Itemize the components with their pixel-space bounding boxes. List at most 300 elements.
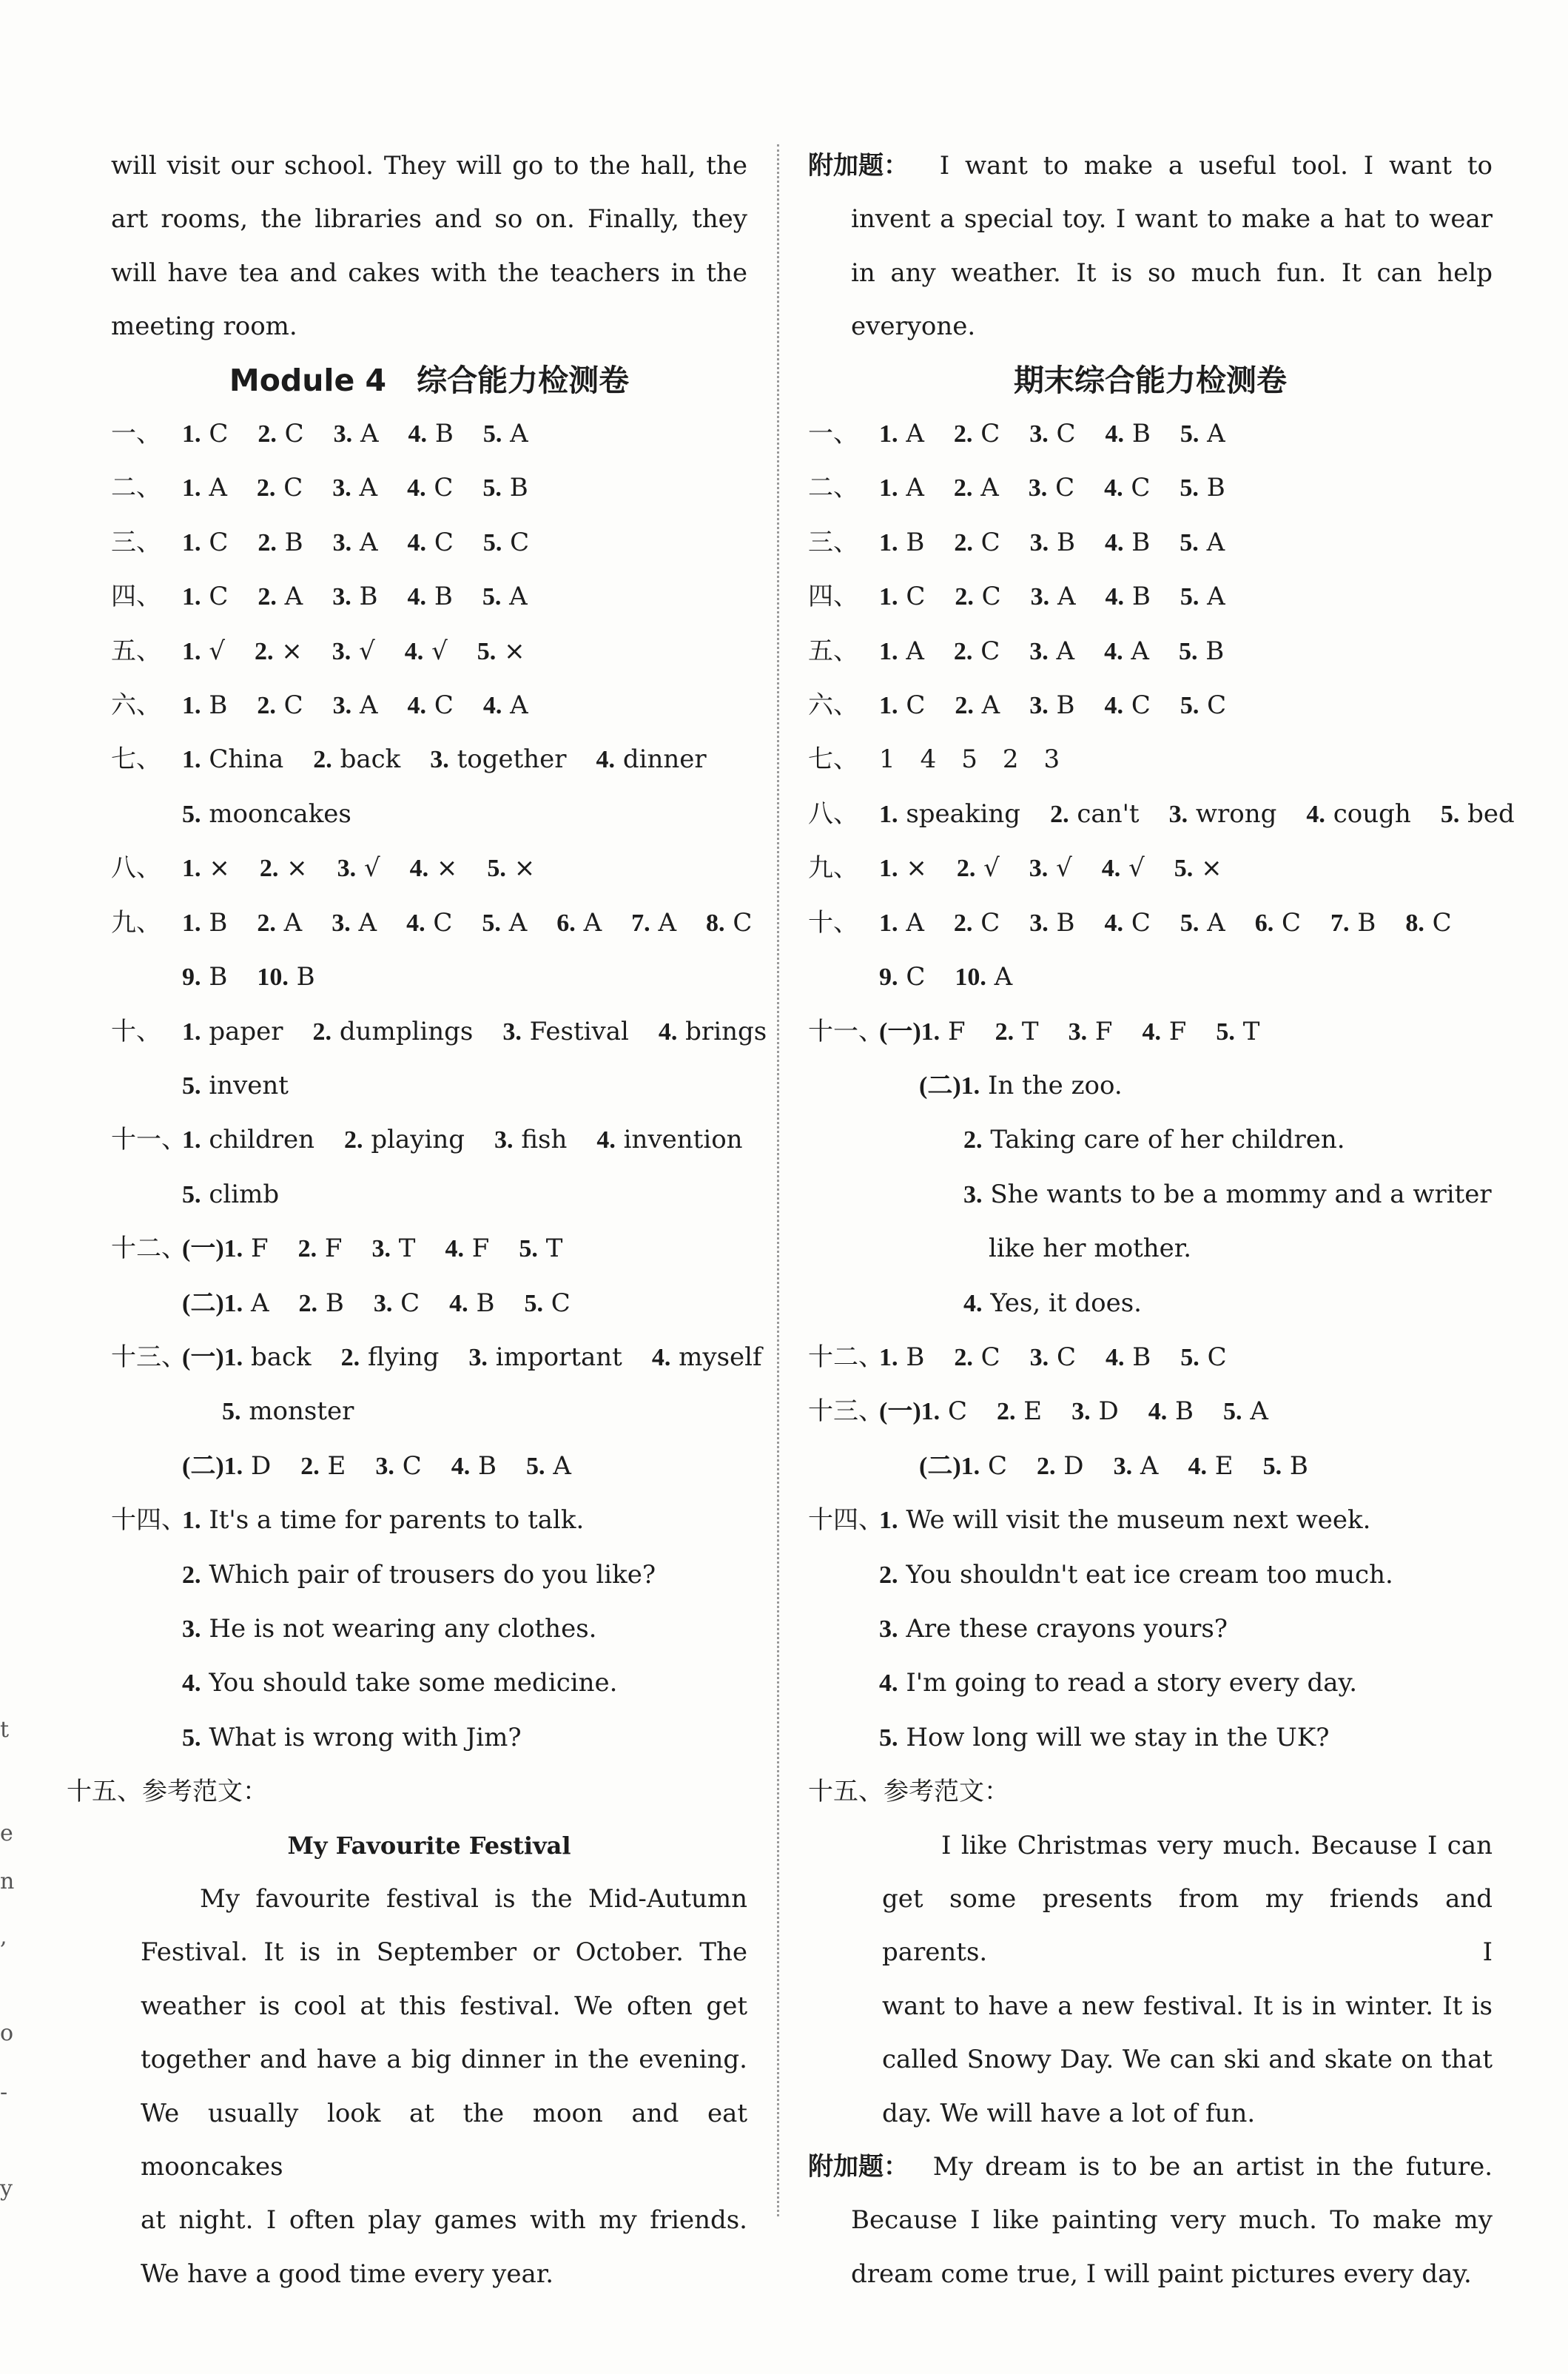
essay-line: want to have a new festival. It is in winter. It is	[882, 1991, 1493, 2021]
answer-row	[808, 1277, 1493, 1331]
answer-item	[1031, 570, 1076, 624]
answer-value: B	[1132, 1342, 1151, 1372]
answer-row	[808, 1331, 1493, 1385]
answer-value: A	[1057, 582, 1076, 612]
answer-item	[182, 1222, 269, 1276]
intro-line: art rooms, the libraries and so on. Finally, they	[111, 204, 747, 235]
item-number: 3.	[468, 1343, 488, 1371]
answer-value: B	[325, 1288, 344, 1318]
essay-body	[808, 1819, 1493, 2140]
answer-item	[502, 1005, 629, 1059]
answer-item	[1169, 787, 1277, 841]
answer-value: A	[284, 582, 303, 612]
answer-item	[451, 1439, 497, 1493]
item-number: 3.	[879, 1615, 898, 1643]
answer-value: B	[478, 1450, 497, 1481]
item-number: 2.	[955, 583, 974, 611]
item-number: 1.	[182, 855, 201, 883]
item-number: 1.	[879, 692, 898, 720]
item-number: 8.	[1405, 909, 1424, 937]
answer-row	[808, 841, 1493, 895]
item-number: 2.	[298, 1289, 318, 1317]
essay-line: called Snowy Day. We can ski and skate on that	[882, 2045, 1493, 2075]
answer-item	[258, 516, 303, 570]
answer-item	[1029, 407, 1075, 461]
intro-line: will have tea and cakes with the teachers in the	[111, 258, 747, 288]
answer-item	[957, 841, 1000, 895]
item-number: 3.	[182, 1615, 201, 1643]
answer-value: C	[906, 582, 926, 612]
answer-item	[519, 1222, 562, 1276]
margin-mark: ,	[0, 1924, 7, 1950]
answer-value: myself	[679, 1342, 762, 1372]
answer-item	[371, 1222, 415, 1276]
answer-item	[631, 896, 676, 950]
item-number: (一)1.	[182, 1235, 243, 1263]
answer-item	[955, 679, 1000, 733]
answer-row	[111, 1277, 747, 1331]
answer-item	[1037, 1439, 1084, 1493]
question-number: 十一、	[808, 1016, 884, 1046]
answer-value: D	[1063, 1450, 1084, 1481]
item-number: 4.	[1104, 528, 1124, 556]
answer-value: How long will we stay in the UK?	[906, 1722, 1330, 1752]
answer-row	[808, 1113, 1493, 1167]
item-number: 4.	[1105, 420, 1125, 448]
item-number: 5.	[526, 1452, 545, 1480]
answer-item	[182, 1602, 596, 1656]
answer-rows	[808, 407, 1515, 1765]
answer-item	[954, 625, 1000, 679]
essay-body	[111, 1872, 747, 2301]
answer-value: China	[209, 744, 284, 775]
answer-item	[182, 896, 227, 950]
item-number: 2.	[879, 1561, 898, 1589]
answer-item	[652, 1331, 762, 1385]
answer-value: A	[658, 907, 677, 938]
answer-item	[954, 516, 1000, 570]
answer-item	[879, 1711, 1329, 1765]
answer-item	[1180, 570, 1225, 624]
answer-item	[1029, 461, 1074, 515]
item-number: 3.	[337, 855, 357, 883]
answer-item	[333, 679, 378, 733]
answer-row	[111, 570, 747, 624]
answer-item	[333, 516, 378, 570]
answer-value: A	[509, 582, 528, 612]
item-number: 1.	[182, 528, 201, 556]
answer-value: C	[400, 1288, 420, 1318]
item-number: 4.	[651, 1343, 671, 1371]
answer-value: C	[733, 907, 753, 938]
question-number: 三、	[808, 527, 858, 557]
answer-value: A	[906, 419, 924, 449]
answer-row	[808, 1168, 1493, 1222]
answer-value: A	[360, 419, 379, 449]
answer-row	[808, 1548, 1493, 1602]
answer-value: A	[981, 690, 1000, 721]
margin-mark: o	[0, 2020, 14, 2046]
item-number: 2.	[956, 855, 976, 883]
answer-value: ×	[209, 853, 230, 884]
answer-value: dumplings	[339, 1016, 474, 1046]
answer-value: F	[1168, 1016, 1187, 1046]
answer-item	[182, 733, 283, 787]
question-number: 二、	[808, 473, 858, 503]
item-number: 3.	[332, 692, 352, 720]
answer-row	[808, 787, 1515, 841]
item-number: 1.	[879, 855, 898, 883]
question-number: 十、	[808, 907, 858, 938]
answer-value: C	[209, 582, 229, 612]
answer-value: A	[906, 907, 924, 938]
answer-value: You shouldn't eat ice cream too much.	[906, 1559, 1393, 1590]
question-number: 七、	[808, 744, 858, 775]
answer-value: speaking	[906, 798, 1021, 829]
answer-item	[332, 570, 377, 624]
item-number: 10.	[955, 964, 986, 992]
bonus-line: everyone.	[851, 312, 976, 342]
essay-line: at night. I often play games with my friends.	[141, 2205, 747, 2236]
answer-item	[408, 407, 454, 461]
bonus2-label: 附加题：	[808, 2152, 909, 2182]
question-number: 九、	[111, 907, 161, 938]
answer-item	[963, 1168, 1492, 1222]
answer-item	[487, 841, 535, 895]
item-number: 2.	[258, 420, 277, 448]
answer-value: C	[1131, 473, 1151, 503]
answer-value: A	[994, 962, 1013, 992]
item-number: 4.	[1104, 909, 1124, 937]
answer-item	[182, 1113, 314, 1167]
bonus-label: 附加题：	[808, 151, 909, 181]
answer-item	[1071, 1385, 1119, 1439]
item-number: 5.	[1223, 1398, 1242, 1426]
question-number: 十二、	[808, 1342, 884, 1372]
answer-value: C	[980, 527, 1000, 557]
answer-value: C	[980, 907, 1000, 938]
item-number: 3.	[1168, 800, 1188, 828]
answer-value: √	[431, 636, 448, 666]
answer-item	[596, 733, 707, 787]
item-number: 2.	[259, 855, 279, 883]
answer-value: C	[434, 527, 454, 557]
answer-value: What is wrong with Jim?	[209, 1722, 522, 1752]
item-number: 5.	[1180, 583, 1199, 611]
answer-item	[182, 1331, 312, 1385]
item-number: (一)1.	[879, 1018, 941, 1046]
item-number: 1.	[182, 1018, 201, 1046]
item-number: 5.	[519, 1235, 538, 1263]
answer-item	[313, 1005, 474, 1059]
answer-value: Festival	[529, 1016, 629, 1046]
item-number: 2.	[953, 909, 973, 937]
item-number: 4.	[404, 637, 424, 665]
intro-line: will visit our school. They will go to the hall, the	[111, 151, 747, 181]
answer-row	[111, 1602, 747, 1656]
answer-item	[879, 1602, 1228, 1656]
item-number: 3.	[333, 420, 353, 448]
question-number: 一、	[808, 419, 858, 449]
answer-item	[405, 625, 448, 679]
answer-value: B	[434, 419, 454, 449]
answer-item	[1216, 1005, 1259, 1059]
answer-item	[1106, 570, 1151, 624]
question-number: 八、	[808, 798, 858, 829]
item-number: 5.	[1174, 855, 1194, 883]
item-number: 1.	[182, 583, 201, 611]
item-number: 2.	[953, 474, 973, 502]
answer-value: A	[1056, 636, 1075, 666]
item-number: 3.	[1028, 474, 1048, 502]
question-number: 五、	[808, 636, 858, 666]
answer-value: D	[1098, 1396, 1119, 1427]
answer-value: Are these crayons yours?	[906, 1613, 1228, 1644]
item-number: 2.	[963, 1126, 983, 1154]
item-number: 5.	[1180, 909, 1199, 937]
item-number: 2.	[340, 1343, 360, 1371]
essay-line: We have a good time every year.	[141, 2259, 554, 2289]
answer-value: C	[1207, 690, 1227, 721]
essay-title: My Favourite Festival	[287, 1831, 571, 1860]
answer-row	[111, 896, 753, 950]
answer-value: monster	[249, 1396, 354, 1427]
essay-line: get some presents from my friends and parents. I	[882, 1884, 1493, 1968]
answer-item	[482, 570, 528, 624]
bonus2-text: My dream is to be an artist in the future.	[932, 2152, 1493, 2182]
answer-item	[659, 1005, 767, 1059]
answer-value: B	[359, 582, 378, 612]
answer-value: A	[1207, 582, 1225, 612]
item-number: 2.	[254, 637, 274, 665]
question-number: 三、	[111, 527, 161, 557]
answer-row	[111, 1493, 747, 1547]
answer-item	[182, 1277, 269, 1331]
answer-item	[477, 625, 525, 679]
answer-value: A	[1206, 527, 1225, 557]
answer-row	[111, 787, 747, 841]
item-number: 2.	[258, 583, 277, 611]
question-number: 一、	[111, 419, 161, 449]
item-number: 3.	[332, 909, 351, 937]
item-number: 4.	[596, 1126, 616, 1154]
answer-value: A	[553, 1450, 571, 1481]
intro-line: meeting room.	[111, 312, 297, 342]
item-number: 1.	[182, 1507, 201, 1535]
item-number: 1.	[182, 746, 201, 774]
item-number: 2.	[995, 1018, 1015, 1046]
item-number: 5.	[477, 637, 497, 665]
answer-row	[111, 625, 747, 679]
answer-row	[808, 407, 1493, 461]
answer-item	[1255, 896, 1301, 950]
item-number: 5.	[482, 583, 502, 611]
answer-value: climb	[209, 1179, 280, 1209]
answer-item	[182, 461, 227, 515]
answer-item	[182, 570, 228, 624]
answer-value: ×	[504, 636, 525, 666]
answer-value: It's a time for parents to talk.	[209, 1505, 585, 1536]
answer-item	[1180, 516, 1225, 570]
margin-mark: e	[0, 1820, 13, 1846]
item-number: 6.	[556, 909, 576, 937]
item-number: 3.	[1029, 1343, 1049, 1371]
answer-item	[1105, 516, 1150, 570]
answer-value: She wants to be a mommy and a writer	[990, 1179, 1492, 1209]
answer-value: C	[209, 527, 229, 557]
answer-item	[997, 1385, 1042, 1439]
answer-item	[1029, 679, 1074, 733]
question-number: 五、	[111, 636, 161, 666]
answer-value: A	[209, 473, 227, 503]
answer-item	[483, 407, 528, 461]
item-number: (二)1.	[182, 1452, 243, 1480]
margin-mark: -	[0, 2079, 8, 2105]
answer-item	[182, 679, 227, 733]
item-number: 3.	[1029, 692, 1049, 720]
answer-item	[879, 461, 924, 515]
answer-item	[406, 896, 452, 950]
item-number: 3.	[1029, 637, 1049, 665]
answer-item	[879, 625, 924, 679]
answer-value: bed	[1467, 798, 1515, 829]
answer-item	[963, 1113, 1345, 1167]
question-number: 十四、	[111, 1505, 186, 1536]
item-number: 10.	[257, 964, 289, 992]
answer-item	[1405, 896, 1451, 950]
question-number: 十、	[111, 1016, 161, 1046]
answer-item	[955, 950, 1012, 1004]
answer-item	[483, 516, 529, 570]
answer-row	[111, 1385, 747, 1439]
answer-item	[1148, 1385, 1194, 1439]
answer-value: D	[250, 1450, 272, 1481]
answer-value: invent	[209, 1070, 289, 1100]
item-number: 3.	[371, 1235, 391, 1263]
essay-label: 十五、参考范文：	[808, 1777, 1009, 1807]
answer-value: T	[1021, 1016, 1039, 1046]
question-number: 四、	[111, 582, 161, 612]
answer-item	[1188, 1439, 1233, 1493]
answer-row	[111, 1548, 747, 1602]
item-number: 2.	[344, 1126, 363, 1154]
answer-value: wrong	[1195, 798, 1277, 829]
answer-value: C	[906, 962, 926, 992]
answer-row	[111, 950, 747, 1004]
answer-item	[879, 896, 924, 950]
answer-value: can't	[1077, 798, 1140, 829]
item-number: 4.	[445, 1235, 464, 1263]
item-number: 3.	[332, 528, 352, 556]
column-divider	[777, 144, 779, 2216]
answer-item	[1102, 841, 1145, 895]
answer-item	[524, 1277, 570, 1331]
answer-value: T	[1242, 1016, 1260, 1046]
answer-value: brings	[685, 1016, 767, 1046]
item-number: 2.	[996, 1398, 1016, 1426]
answer-value: ×	[436, 853, 458, 884]
answer-item	[1142, 1005, 1186, 1059]
item-number: 5.	[1178, 637, 1198, 665]
answer-value: back	[250, 1342, 312, 1372]
answer-value: A	[1250, 1396, 1268, 1427]
answer-value: A	[283, 907, 303, 938]
margin-mark: y	[0, 2176, 13, 2202]
essay-line: We usually look at the moon and eat mooncakes	[141, 2098, 747, 2182]
answer-value: invention	[623, 1125, 743, 1155]
answer-item	[1441, 787, 1515, 841]
answer-item	[1180, 1331, 1226, 1385]
answer-item	[494, 1113, 567, 1167]
answer-value: In the zoo.	[987, 1070, 1123, 1100]
answer-item	[995, 1005, 1039, 1059]
answer-value: B	[434, 582, 453, 612]
answer-item	[963, 1222, 1191, 1276]
item-number: 7.	[631, 909, 650, 937]
answer-value: A	[510, 419, 528, 449]
answer-row	[111, 1005, 767, 1059]
answer-item	[298, 1222, 343, 1276]
answer-item	[1104, 625, 1149, 679]
answer-value: A	[250, 1288, 269, 1318]
item-number: 1.	[182, 474, 201, 502]
answer-item	[1105, 896, 1151, 950]
item-number: 1.	[879, 474, 898, 502]
item-number: 1.	[182, 637, 201, 665]
answer-value: E	[1023, 1396, 1043, 1427]
answer-item	[1179, 625, 1224, 679]
answer-row	[808, 896, 1493, 950]
answer-value: E	[327, 1450, 346, 1481]
essay-label: 十五、参考范文：	[67, 1777, 268, 1807]
answer-item	[1105, 679, 1151, 733]
answer-item	[954, 1331, 1000, 1385]
answer-value: A	[1207, 907, 1225, 938]
answer-item	[1029, 896, 1074, 950]
answer-item	[596, 1113, 742, 1167]
answer-item	[182, 1656, 617, 1710]
item-number: 4.	[1142, 1018, 1161, 1046]
item-number: 3.	[332, 637, 351, 665]
item-number: 1.	[182, 909, 201, 937]
item-number: 5.	[482, 420, 502, 448]
answer-value: F	[1094, 1016, 1113, 1046]
answer-value: C	[1131, 690, 1151, 721]
answer-value: B	[284, 527, 303, 557]
item-number: 1.	[879, 1507, 898, 1535]
answer-item	[879, 570, 925, 624]
answer-item	[182, 516, 228, 570]
answer-item	[879, 679, 925, 733]
answer-item	[955, 570, 1000, 624]
item-number: 3.	[963, 1180, 983, 1208]
answer-value: B	[1131, 582, 1151, 612]
answer-row	[808, 1439, 1493, 1493]
item-number: (二)1.	[182, 1289, 243, 1317]
answer-item	[407, 461, 453, 515]
essay-line: I like Christmas very much. Because I can	[941, 1830, 1493, 1860]
answer-value: A	[980, 473, 999, 503]
answer-value: C	[981, 582, 1001, 612]
answer-row	[808, 1059, 1493, 1113]
answer-row	[111, 841, 747, 895]
answer-item	[482, 461, 528, 515]
answer-item	[430, 733, 566, 787]
answer-value: F	[471, 1234, 490, 1264]
item-number: 1.	[879, 420, 898, 448]
answer-value: like her mother.	[963, 1234, 1192, 1264]
answer-item	[182, 625, 225, 679]
